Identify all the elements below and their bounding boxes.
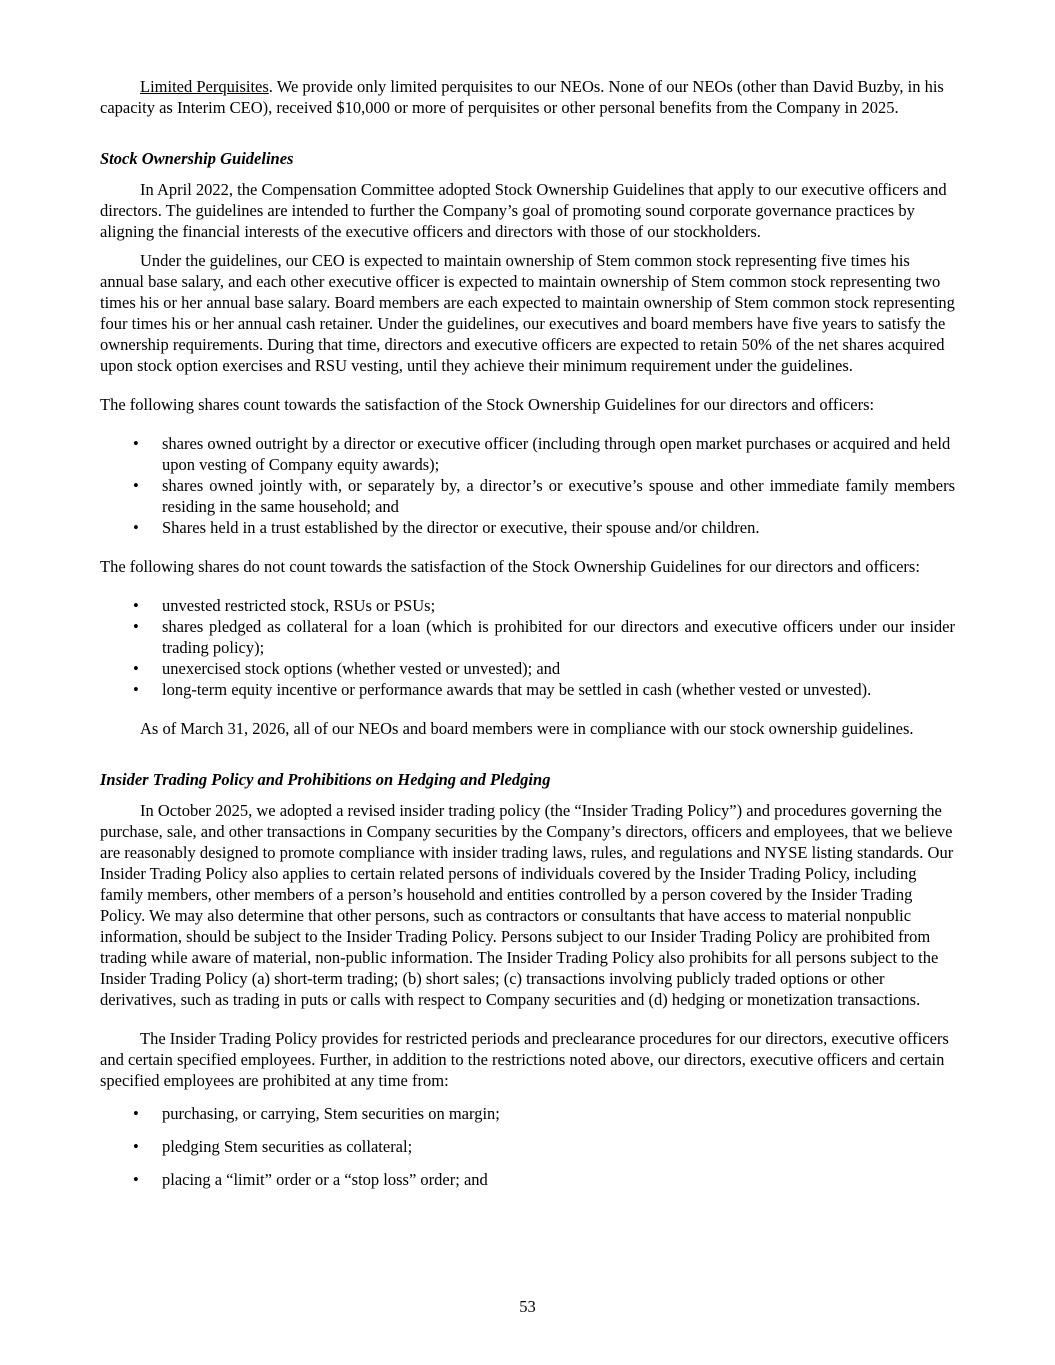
paragraph-no-count-intro: The following shares do not count towards the satisfaction of the Stock Ownership Guidelines for our directors and officers:	[100, 557, 920, 576]
bullet-marker: •	[133, 1104, 139, 1123]
bullet-marker: •	[133, 518, 139, 537]
list-item	[100, 1103, 955, 1124]
heading-stock-ownership-guidelines: Stock Ownership Guidelines	[100, 149, 294, 168]
bullet-marker: •	[133, 476, 139, 495]
list-item-text: shares owned outright by a director or executive officer (including through open market purchases or acquired and held upon vesting of Company equity awards);	[162, 434, 951, 474]
paragraph-count-intro: The following shares count towards the satisfaction of the Stock Ownership Guidelines for our directors and officers:	[100, 395, 875, 414]
list-item-text: pledging Stem securities as collateral;	[162, 1137, 413, 1156]
paragraph-ownership-requirements: Under the guidelines, our CEO is expected to maintain ownership of Stem common stock representing five times his annual base salary, and each other executive officer is expected to maintain ownership of Stem common stock representing two times his or her annual base salary. Board members are each expected to maintain ownership of Stem common stock representing four times his or her annual cash retainer. Under the guidelines, our executives and board members have five years to satisfy the ownership requirements. During that time, directors and executive officers are expected to retain 50% of the net shares acquired upon stock option exercises and RSU vesting, until they achieve their minimum requirement under the guidelines.	[100, 251, 955, 375]
list-item	[100, 433, 955, 475]
bullet-marker: •	[133, 434, 139, 453]
page-number: 53	[519, 1297, 536, 1316]
bullet-marker: •	[133, 680, 139, 699]
paragraph-insider-trading-restrictions: The Insider Trading Policy provides for restricted periods and preclearance procedures for our directors, executive officers and certain specified employees. Further, in addition to the restrictions noted above, our directors, executive officers and certain specified employees are prohibited at any time from:	[100, 1029, 949, 1090]
list-item-text: long-term equity incentive or performance awards that may be settled in cash (whether vested or unvested).	[162, 680, 872, 699]
paragraph-limited-perquisites	[100, 76, 955, 118]
list-item-text: Shares held in a trust established by the director or executive, their spouse and/or children.	[162, 518, 760, 537]
list-item	[100, 595, 955, 616]
list-item-text: shares owned jointly with, or separately by, a director’s or executive’s spouse and other immediate family members residing in the same household; and	[162, 476, 955, 516]
paragraph-guidelines-adoption: In April 2022, the Compensation Committee adopted Stock Ownership Guidelines that apply to our executive officers and directors. The guidelines are intended to further the Company’s goal of promoting sound corporate governance practices by aligning the financial interests of the executive officers and directors with those of our stockholders.	[100, 180, 947, 241]
list-item	[100, 475, 955, 517]
bullet-marker: •	[133, 1170, 139, 1189]
list-item-text: purchasing, or carrying, Stem securities on margin;	[162, 1104, 500, 1123]
limited-perquisites-text: . We provide only limited perquisites to our NEOs. None of our NEOs (other than David Buzby, in his capacity as Interim CEO), received $10,000 or more of perquisites or other personal benefits from the Company in 2025.	[100, 77, 944, 117]
list-item	[100, 517, 955, 538]
list-item	[100, 1136, 955, 1157]
list-item-text: unexercised stock options (whether vested or unvested); and	[162, 659, 561, 678]
paragraph-compliance: As of March 31, 2026, all of our NEOs and board members were in compliance with our stock ownership guidelines.	[140, 719, 914, 738]
list-item	[100, 679, 955, 700]
list-item-text: unvested restricted stock, RSUs or PSUs;	[162, 596, 436, 615]
list-item-text: placing a “limit” order or a “stop loss” order; and	[162, 1170, 488, 1189]
bullet-marker: •	[133, 617, 139, 636]
prohibited-actions-list	[100, 1103, 955, 1190]
bullet-marker: •	[133, 659, 139, 678]
bullet-marker: •	[133, 1137, 139, 1156]
list-item	[100, 616, 955, 658]
count-shares-list	[100, 433, 955, 538]
list-item-text: shares pledged as collateral for a loan (which is prohibited for our directors and executive officers under our insider trading policy);	[162, 617, 955, 657]
limited-perquisites-lead: Limited Perquisites	[140, 77, 269, 96]
heading-insider-trading-policy: Insider Trading Policy and Prohibitions on Hedging and Pledging	[100, 770, 551, 789]
bullet-marker: •	[133, 596, 139, 615]
no-count-shares-list	[100, 595, 955, 700]
paragraph-insider-trading-policy: In October 2025, we adopted a revised insider trading policy (the “Insider Trading Policy”) and procedures governing the purchase, sale, and other transactions in Company securities by the Company’s directors, officers and employees, that we believe are reasonably designed to promote compliance with insider trading laws, rules, and regulations and NYSE listing standards. Our Insider Trading Policy also applies to certain related persons of individuals covered by the Insider Trading Policy, including family members, other members of a person’s household and entities controlled by a person covered by the Insider Trading Policy. We may also determine that other persons, such as contractors or consultants that have access to material nonpublic information, should be subject to the Insider Trading Policy. Persons subject to our Insider Trading Policy are prohibited from trading while aware of material, non-public information. The Insider Trading Policy also prohibits for all persons subject to the Insider Trading Policy (a) short-term trading; (b) short sales; (c) transactions involving publicly traded options or other derivatives, such as trading in puts or calls with respect to Company securities and (d) hedging or monetization transactions.	[100, 801, 954, 1009]
list-item	[100, 1169, 955, 1190]
list-item	[100, 658, 955, 679]
